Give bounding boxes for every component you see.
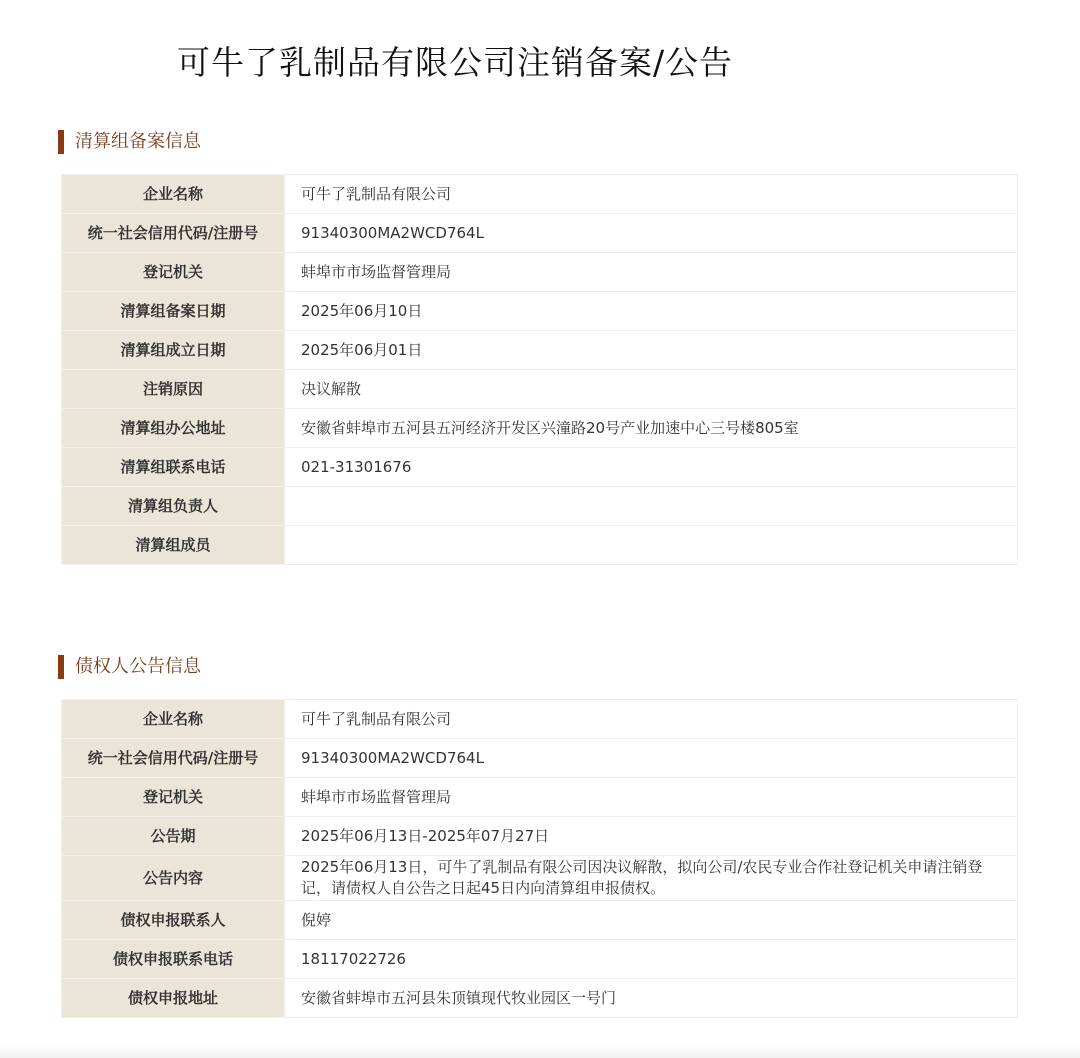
row-label-credit-code: 统一社会信用代码/注册号: [62, 739, 285, 778]
table-row: [62, 292, 1018, 331]
row-value-claim-address: 安徽省蚌埠市五河县朱顶镇现代牧业园区一号门: [285, 979, 1018, 1018]
row-value-registration-authority: 蚌埠市市场监督管理局: [285, 253, 1018, 292]
row-value-claim-phone: 18117022726: [285, 940, 1018, 979]
row-label-establish-date: 清算组成立日期: [62, 331, 285, 370]
row-value-credit-code: 91340300MA2WCD764L: [285, 739, 1018, 778]
table-row: [62, 700, 1018, 739]
row-value-office-address: 安徽省蚌埠市五河县五河经济开发区兴潼路20号产业加速中心三号楼805室: [285, 409, 1018, 448]
row-label-claim-address: 债权申报地址: [62, 979, 285, 1018]
section-heading-liquidation: 清算组备案信息: [58, 130, 201, 154]
row-value-registration-authority: 蚌埠市市场监督管理局: [285, 778, 1018, 817]
row-value-members: [285, 526, 1018, 565]
row-label-registration-authority: 登记机关: [62, 253, 285, 292]
table-row: [62, 214, 1018, 253]
table-row: [62, 979, 1018, 1018]
row-label-claim-phone: 债权申报联系电话: [62, 940, 285, 979]
table-row: [62, 940, 1018, 979]
table-row: [62, 253, 1018, 292]
table-row: [62, 331, 1018, 370]
creditor-info-table: [61, 699, 1018, 1018]
table-row: [62, 409, 1018, 448]
row-label-credit-code: 统一社会信用代码/注册号: [62, 214, 285, 253]
row-label-company-name: 企业名称: [62, 700, 285, 739]
table-row: [62, 526, 1018, 565]
row-label-contact-phone: 清算组联系电话: [62, 448, 285, 487]
row-label-leader: 清算组负责人: [62, 487, 285, 526]
row-label-registration-authority: 登记机关: [62, 778, 285, 817]
row-value-contact-phone: 021-31301676: [285, 448, 1018, 487]
row-label-notice-content: 公告内容: [62, 856, 285, 901]
row-value-claim-contact: 倪婷: [285, 901, 1018, 940]
row-value-notice-content: 2025年06月13日，可牛了乳制品有限公司因决议解散，拟向公司/农民专业合作社登记机关申请注销登记，请债权人自公告之日起45日内向清算组申报债权。: [285, 856, 1018, 901]
table-row: [62, 448, 1018, 487]
row-label-members: 清算组成员: [62, 526, 285, 565]
table-row: [62, 901, 1018, 940]
row-value-cancellation-reason: 决议解散: [285, 370, 1018, 409]
table-row: [62, 739, 1018, 778]
table-row: [62, 817, 1018, 856]
row-label-cancellation-reason: 注销原因: [62, 370, 285, 409]
section-heading-creditor: 债权人公告信息: [58, 655, 201, 679]
row-value-establish-date: 2025年06月01日: [285, 331, 1018, 370]
table-row: [62, 778, 1018, 817]
row-value-company-name: 可牛了乳制品有限公司: [285, 700, 1018, 739]
page-title: 可牛了乳制品有限公司注销备案/公告: [176, 43, 734, 82]
row-value-company-name: 可牛了乳制品有限公司: [285, 175, 1018, 214]
row-label-filing-date: 清算组备案日期: [62, 292, 285, 331]
row-value-notice-period: 2025年06月13日-2025年07月27日: [285, 817, 1018, 856]
row-value-credit-code: 91340300MA2WCD764L: [285, 214, 1018, 253]
table-row: [62, 487, 1018, 526]
row-label-claim-contact: 债权申报联系人: [62, 901, 285, 940]
row-label-company-name: 企业名称: [62, 175, 285, 214]
row-value-leader: [285, 487, 1018, 526]
row-value-filing-date: 2025年06月10日: [285, 292, 1018, 331]
row-label-notice-period: 公告期: [62, 817, 285, 856]
table-row: [62, 370, 1018, 409]
table-row: [62, 856, 1018, 901]
page-bottom-shadow: [0, 1044, 1080, 1058]
table-row: [62, 175, 1018, 214]
row-label-office-address: 清算组办公地址: [62, 409, 285, 448]
liquidation-info-table: [61, 174, 1018, 565]
